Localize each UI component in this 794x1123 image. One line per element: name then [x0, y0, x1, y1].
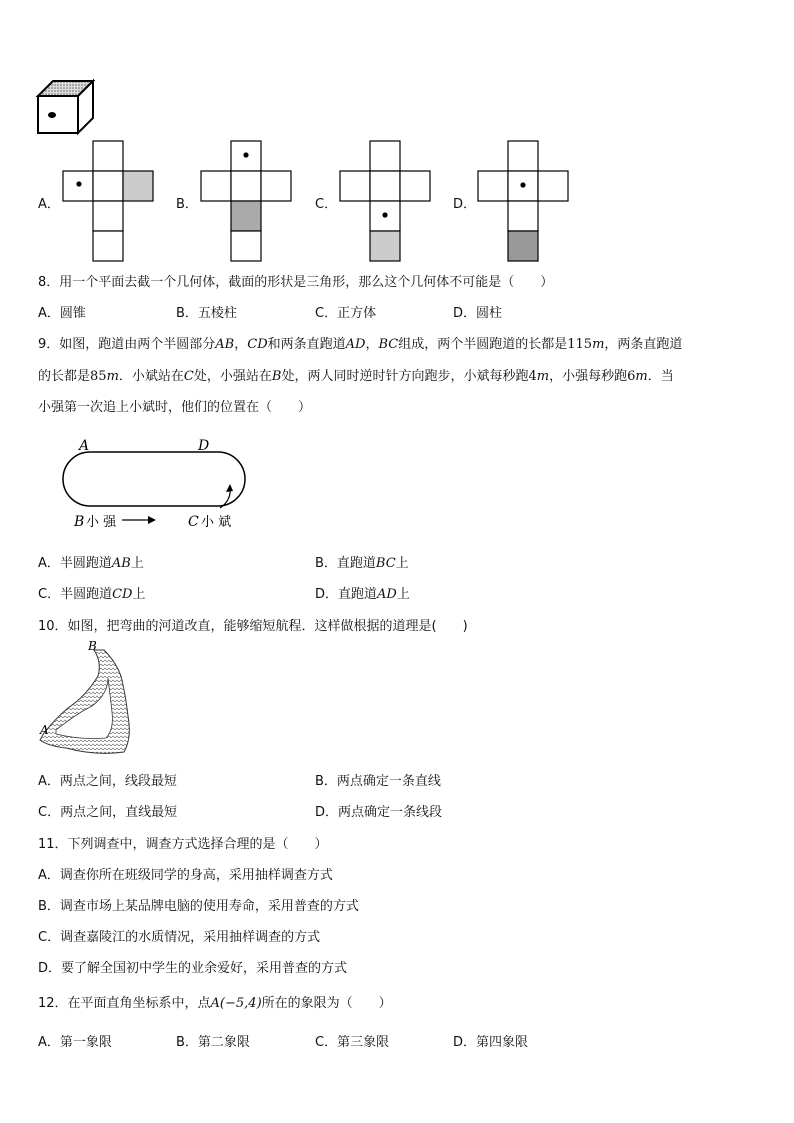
track-label-b: B: [74, 514, 85, 530]
q10-option-b[interactable]: B．两点确定一条直线: [315, 774, 441, 789]
q11-option-b[interactable]: B．调查市场上某品牌电脑的使用寿命，采用普查的方式: [38, 899, 359, 914]
q10-option-c[interactable]: C．两点之间，直线最短: [38, 805, 178, 820]
river-label-b: B: [88, 639, 97, 653]
q9-option-c[interactable]: C．半圆跑道CD上: [38, 587, 146, 602]
q7-net-a[interactable]: [62, 140, 156, 262]
river-label-a: A: [40, 723, 49, 737]
q10-option-a[interactable]: A．两点之间，线段最短: [38, 774, 177, 789]
q8-option-c[interactable]: C．正方体: [315, 306, 377, 321]
q7-net-d[interactable]: [477, 140, 571, 262]
q9-stem-line2: 的长都是85m．小斌站在C处，小强站在B处，两人同时逆时针方向跑步，小斌每秒跑4m，小强每秒跑6m．当: [38, 369, 674, 384]
q10-option-d[interactable]: D．两点确定一条线段: [315, 805, 443, 820]
q7-net-c[interactable]: [339, 140, 433, 262]
q11-option-a[interactable]: A．调查你所在班级同学的身高，采用抽样调查方式: [38, 868, 333, 883]
q9-stem-line1: 9．如图，跑道由两个半圆部分AB，CD和两条直跑道AD，BC组成，两个半圆跑道的长都是115m，两条直跑道: [38, 337, 683, 352]
q12-option-b[interactable]: B．第二象限: [176, 1035, 250, 1050]
q11-option-c[interactable]: C．调查嘉陵江的水质情况，采用抽样调查的方式: [38, 930, 321, 945]
q8-stem: 8．用一个平面去截一个几何体，截面的形状是三角形，那么这个几何体不可能是（ ）: [38, 275, 554, 290]
q8-option-a[interactable]: A．圆锥: [38, 306, 86, 321]
track-name-b: 小 强: [86, 515, 117, 530]
q12-option-a[interactable]: A．第一象限: [38, 1035, 112, 1050]
q7-option-a-label[interactable]: A．: [38, 197, 60, 212]
track-figure: [60, 434, 260, 534]
q7-option-c-label[interactable]: C．: [315, 197, 338, 212]
q9-option-d[interactable]: D．直跑道AD上: [315, 587, 410, 602]
q12-point: A(−5,4): [210, 996, 262, 1011]
q10-stem: 10．如图，把弯曲的河道改直，能够缩短航程．这样做根据的道理是( ): [38, 619, 468, 634]
q7-net-b[interactable]: [200, 140, 294, 262]
q9-option-b[interactable]: B．直跑道BC上: [315, 556, 409, 571]
q9-option-a[interactable]: A．半圆跑道AB上: [38, 556, 144, 571]
track-label-d: D: [198, 438, 210, 454]
track-label-a: A: [79, 438, 90, 454]
q9-stem-line3: 小强第一次追上小斌时，他们的位置在（ ）: [38, 400, 312, 415]
q11-stem: 11．下列调查中，调查方式选择合理的是（ ）: [38, 837, 328, 852]
q12-option-c[interactable]: C．第三象限: [315, 1035, 390, 1050]
cube-figure: [36, 78, 96, 138]
track-label-c: C: [188, 514, 199, 530]
q8-option-b[interactable]: B．五棱柱: [176, 306, 237, 321]
q12-option-d[interactable]: D．第四象限: [453, 1035, 529, 1050]
q7-option-d-label[interactable]: D．: [453, 197, 477, 212]
q7-option-b-label[interactable]: B．: [176, 197, 198, 212]
q8-option-d[interactable]: D．圆柱: [453, 306, 503, 321]
track-name-c: 小 斌: [201, 515, 232, 530]
river-figure: [36, 638, 136, 762]
q12-stem: 12．在平面直角坐标系中，点A(−5,4)所在的象限为（ ）: [38, 996, 392, 1011]
q11-option-d[interactable]: D．要了解全国初中学生的业余爱好，采用普查的方式: [38, 961, 348, 976]
